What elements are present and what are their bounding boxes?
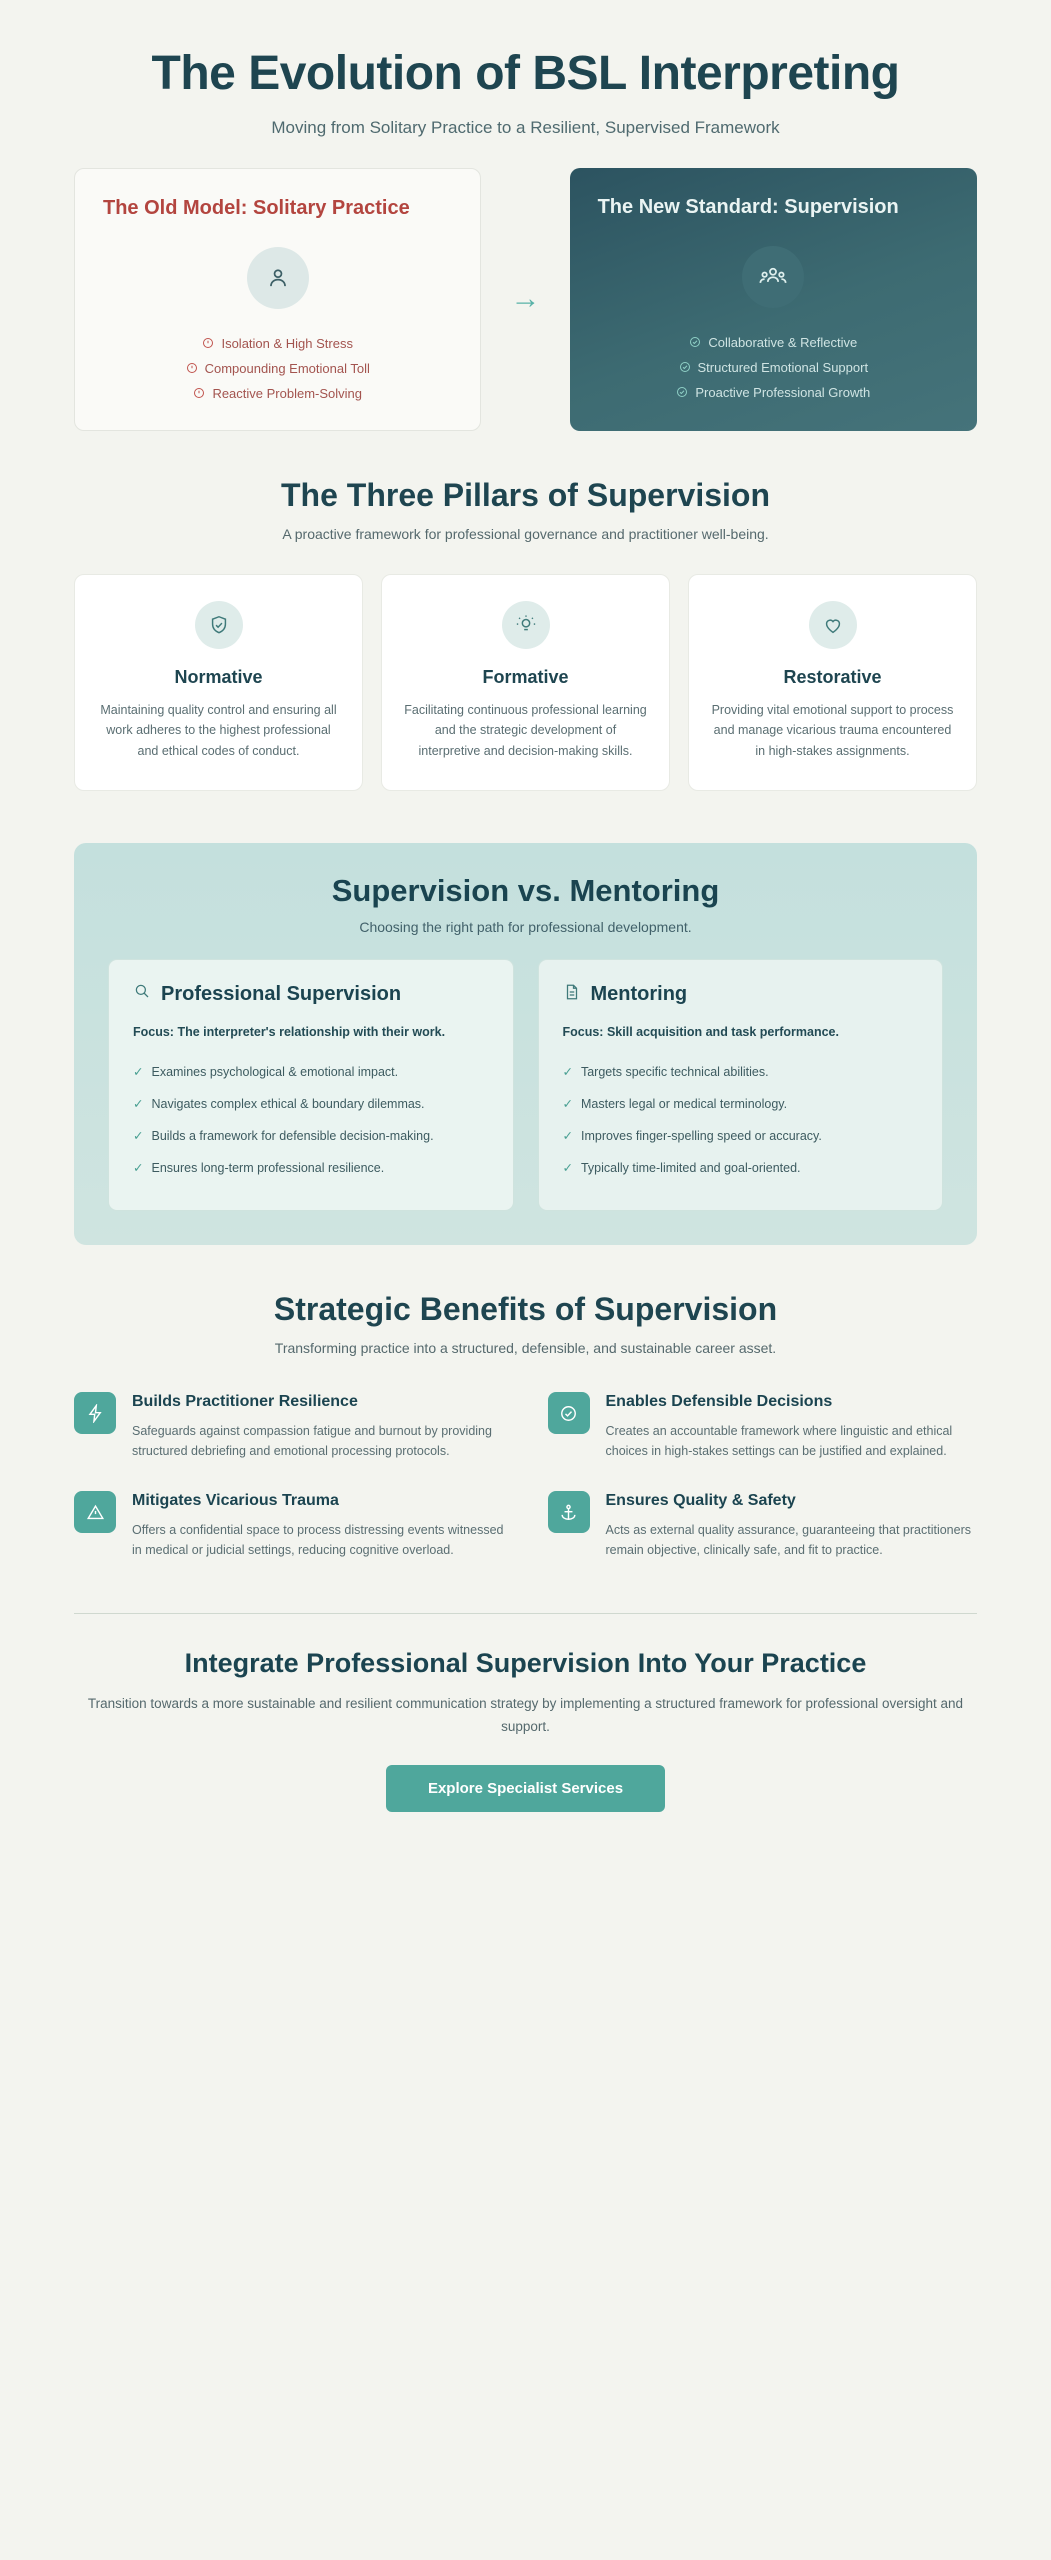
section-title: Strategic Benefits of Supervision bbox=[273, 1291, 778, 1328]
focus-text: Skill acquisition and task performance. bbox=[606, 1024, 839, 1039]
list-item-label: Typically time-limited and goal-oriented. bbox=[580, 1161, 801, 1176]
list-item bbox=[563, 1120, 919, 1152]
list-item bbox=[598, 355, 949, 380]
anchor-icon bbox=[548, 1491, 590, 1533]
check-icon: ✓ bbox=[133, 1065, 144, 1080]
cta-section bbox=[16, 1614, 1035, 1872]
check-circle-icon bbox=[548, 1392, 590, 1434]
single-person-icon bbox=[247, 247, 309, 309]
list-item-label: Structured Emotional Support bbox=[697, 359, 869, 375]
warning-triangle-icon bbox=[74, 1491, 116, 1533]
pillar-restorative bbox=[688, 574, 977, 791]
pillar-formative bbox=[381, 574, 670, 791]
alert-circle-icon bbox=[202, 337, 214, 349]
bolt-icon bbox=[74, 1392, 116, 1434]
list-item bbox=[563, 1088, 919, 1120]
benefit-vicarious-trauma bbox=[74, 1491, 504, 1560]
benefit-title: Mitigates Vicarious Trauma bbox=[132, 1492, 339, 1510]
group-people-icon bbox=[742, 246, 804, 308]
old-model-card bbox=[74, 168, 481, 431]
section-title: The Three Pillars of Supervision bbox=[280, 476, 770, 513]
check-circle-icon bbox=[689, 336, 701, 348]
check-icon: ✓ bbox=[133, 1097, 144, 1112]
benefit-text: Offers a confidential space to process distressing events witnessed in medical or judicial settings, reducing cognitive overload. bbox=[132, 1523, 504, 1558]
document-icon bbox=[563, 982, 581, 1002]
explore-specialist-services-button[interactable]: Explore Specialist Services bbox=[386, 1765, 665, 1812]
pillar-text: Providing vital emotional support to process and manage vicarious trauma encountered in high-stakes assignments. bbox=[711, 702, 954, 759]
list-item-label: Collaborative & Reflective bbox=[708, 334, 858, 350]
check-icon: ✓ bbox=[562, 1097, 573, 1112]
list-item-label: Isolation & High Stress bbox=[221, 335, 353, 351]
check-icon: ✓ bbox=[133, 1161, 144, 1176]
list-item-label: Reactive Problem-Solving bbox=[212, 385, 363, 401]
benefits-header bbox=[16, 1245, 1035, 1366]
transition-arrow-icon bbox=[481, 168, 569, 431]
supervision-list bbox=[133, 1056, 489, 1184]
lightbulb-icon bbox=[502, 601, 550, 649]
mentoring-card bbox=[538, 959, 944, 1211]
list-item bbox=[103, 356, 452, 381]
benefit-text: Acts as external quality assurance, guaranteeing that practitioners remain objective, clinically safe, and fit to practice. bbox=[605, 1523, 971, 1558]
section-subtitle: Choosing the right path for professional development. bbox=[359, 918, 692, 935]
page-title: The Evolution of BSL Interpreting bbox=[151, 47, 900, 100]
list-item bbox=[563, 1152, 919, 1184]
section-title: Supervision vs. Mentoring bbox=[331, 872, 720, 908]
list-item bbox=[103, 331, 452, 356]
list-item bbox=[103, 381, 452, 406]
list-item-label: Navigates complex ethical & boundary dilemmas. bbox=[151, 1097, 425, 1112]
benefits-section bbox=[16, 1366, 1035, 1561]
list-item bbox=[133, 1088, 489, 1120]
supervision-vs-mentoring-section bbox=[74, 843, 977, 1245]
pillar-title: Formative bbox=[482, 666, 569, 687]
check-icon: ✓ bbox=[133, 1129, 144, 1144]
alert-circle-icon bbox=[193, 387, 205, 399]
list-item bbox=[133, 1120, 489, 1152]
pillar-normative bbox=[74, 574, 363, 791]
list-item bbox=[563, 1056, 919, 1088]
section-subtitle: A proactive framework for professional governance and practitioner well-being. bbox=[282, 525, 769, 542]
benefit-quality-safety bbox=[548, 1491, 978, 1560]
arrow-glyph: → bbox=[510, 282, 541, 316]
pillar-title: Restorative bbox=[783, 666, 882, 687]
section-subtitle: Transforming practice into a structured, defensible, and sustainable career asset. bbox=[274, 1340, 777, 1357]
pillar-text: Maintaining quality control and ensuring all work adheres to the highest professional and ethical codes of conduct. bbox=[100, 702, 337, 759]
comparison-section bbox=[16, 160, 1035, 431]
list-item-label: Builds a framework for defensible decision-making. bbox=[151, 1129, 434, 1144]
check-icon: ✓ bbox=[562, 1161, 573, 1176]
shield-check-icon bbox=[195, 601, 243, 649]
check-circle-icon bbox=[679, 361, 691, 373]
pillars-header bbox=[16, 431, 1035, 552]
benefit-defensible-decisions bbox=[548, 1392, 978, 1461]
pillars-section bbox=[16, 552, 1035, 791]
list-item bbox=[133, 1152, 489, 1184]
pillar-text: Facilitating continuous professional learning and the strategic development of interpretive and decision-making skills. bbox=[404, 702, 647, 759]
new-standard-card bbox=[570, 168, 977, 431]
focus-line bbox=[133, 1023, 489, 1042]
card-title: Mentoring bbox=[590, 982, 688, 1005]
page-subtitle: Moving from Solitary Practice to a Resilient, Supervised Framework bbox=[271, 117, 780, 137]
list-item bbox=[598, 330, 949, 355]
card-title: Professional Supervision bbox=[161, 982, 402, 1005]
focus-label: Focus: bbox=[133, 1024, 174, 1039]
old-model-title: The Old Model: Solitary Practice bbox=[103, 196, 410, 219]
benefit-resilience bbox=[74, 1392, 504, 1461]
check-circle-icon bbox=[676, 386, 688, 398]
benefit-title: Ensures Quality & Safety bbox=[605, 1492, 796, 1510]
list-item-label: Masters legal or medical terminology. bbox=[580, 1097, 788, 1112]
focus-line bbox=[563, 1023, 919, 1042]
list-item-label: Targets specific technical abilities. bbox=[580, 1065, 769, 1080]
mentoring-list bbox=[563, 1056, 919, 1184]
focus-label: Focus: bbox=[562, 1024, 604, 1039]
list-item-label: Ensures long-term professional resilience. bbox=[151, 1161, 385, 1176]
pillar-title: Normative bbox=[174, 666, 263, 687]
benefit-title: Builds Practitioner Resilience bbox=[132, 1393, 358, 1411]
old-model-list bbox=[103, 331, 452, 406]
list-item-label: Examines psychological & emotional impact. bbox=[151, 1065, 399, 1080]
benefit-text: Safeguards against compassion fatigue and burnout by providing structured debriefing and emotional processing protocols. bbox=[132, 1423, 492, 1459]
list-item-label: Proactive Professional Growth bbox=[695, 384, 871, 400]
list-item bbox=[598, 380, 949, 405]
list-item-label: Improves finger-spelling speed or accuracy. bbox=[580, 1129, 822, 1144]
benefit-title: Enables Defensible Decisions bbox=[605, 1393, 833, 1411]
magnifier-icon bbox=[133, 982, 151, 1000]
alert-circle-icon bbox=[186, 362, 198, 374]
focus-text: The interpreter's relationship with their work. bbox=[177, 1024, 446, 1039]
supervision-card bbox=[108, 959, 514, 1211]
new-standard-list bbox=[598, 330, 949, 405]
cta-title: Integrate Professional Supervision Into Your Practice bbox=[184, 1647, 867, 1678]
cta-text: Transition towards a more sustainable and resilient communication strategy by implementing a structured framework for professional oversight and support. bbox=[87, 1695, 964, 1734]
list-item-label: Compounding Emotional Toll bbox=[204, 360, 370, 376]
check-icon: ✓ bbox=[562, 1129, 573, 1144]
heart-icon bbox=[809, 601, 857, 649]
list-item bbox=[133, 1056, 489, 1088]
new-standard-title: The New Standard: Supervision bbox=[597, 195, 899, 218]
benefit-text: Creates an accountable framework where linguistic and ethical choices in high-stakes settings can be justified and explained. bbox=[605, 1423, 953, 1459]
hero-section bbox=[16, 18, 1035, 160]
check-icon: ✓ bbox=[562, 1065, 573, 1080]
